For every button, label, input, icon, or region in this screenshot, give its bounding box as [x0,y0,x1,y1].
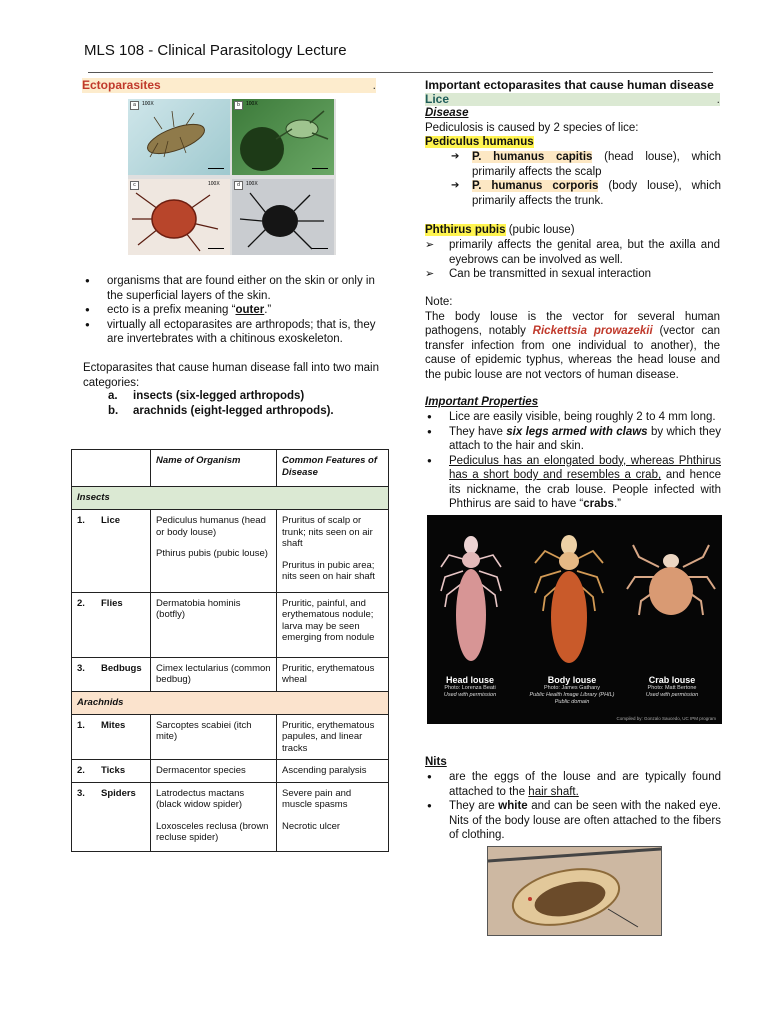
panel-tag: d [234,181,243,190]
phthirus-heading: Phthirus pubis (pubic louse) [425,224,575,236]
section-heading-dot: . [372,78,376,92]
panel-magnification: 100X [208,181,220,187]
category-list [108,389,378,418]
table-section-insects: Insects [72,487,389,510]
pediculosis-text: Pediculosis is caused by 2 species of lice: [425,122,639,134]
scale-bar [208,248,224,249]
panel-tag: a [130,101,139,110]
pediculus-subspecies-list [451,150,721,208]
micrograph-panel-c [128,179,230,255]
panel-magnification: 100X [246,181,258,187]
table-row: 2. Ticks Dermacentor species Ascending paralysis [72,760,389,783]
list-item: ● are the eggs of the louse and are typically found attached to the hair shaft. [425,770,721,799]
photo-credit: Compiled by: Gonzalo Saucedo, UC IPM program [616,716,716,721]
list-item: ➢ Can be transmitted in sexual interaction [425,267,720,282]
list-item: ● They are white and can be seen with the naked eye. Nits of the body louse are often attached to the fibers of clothing. [425,799,721,843]
list-item: ● organisms that are found either on the skin or only in the superficial layers of the skin. [83,274,379,303]
scale-bar [312,168,328,169]
nits-list [425,770,721,843]
list-item: ➔ P. humanus corporis (body louse), which primarily affects the trunk. [451,179,721,208]
table-row: 3. Bedbugs Cimex lectularius (common bedbug) Pruritic, erythematous wheal [72,657,389,691]
scale-bar [208,168,224,169]
table-header-name: Name of Organism [151,450,277,487]
micrograph-panel-d [232,179,334,255]
right-heading: Important ectoparasites that cause human disease [425,78,714,92]
list-item: ● Pediculus has an elongated body, whereas Phthirus has a short body and resembles a crab, and hence its nickname, the crab louse. People infected with Phthirus are said to have “crabs.” [425,454,721,512]
properties-label: Important Properties [425,396,539,408]
table-row: 1. Mites Sarcoptes scabiei (itch mite) Pruritic, erythematous papules, and linear tracks [72,714,389,760]
page-title: MLS 108 - Clinical Parasitology Lecture [84,42,347,59]
list-item: ➢ primarily affects the genital area, but the axilla and eyebrows can be involved as well. [425,238,720,267]
ectoparasite-micrograph-figure [128,99,336,255]
nits-label: Nits [425,756,447,768]
section-heading-ectoparasites [82,78,376,93]
panel-magnification: 100X [246,101,258,107]
categories-intro: Ectoparasites that cause human disease fall into two main categories: [83,362,379,389]
scale-bar [312,248,328,249]
mite-image [232,179,334,255]
table-section-arachnids: Arachnids [72,691,389,714]
panel-magnification: 100X [142,101,154,107]
micrograph-panel-a [128,99,230,175]
list-item: ● virtually all ectoparasites are arthropods; that is, they are invertebrates with a chitinous exoskeleton. [83,318,379,347]
mite-closeup-image [232,99,334,175]
pediculus-heading: Pediculus humanus [425,136,534,148]
category-item: a. insects (six-legged arthropods) [108,390,305,402]
section-heading-text: Ectoparasites [82,78,161,92]
phthirus-list [425,238,720,282]
nit-on-hair-photo [487,846,662,936]
emphasis-outer: outer [235,304,265,316]
table-row: 1. Lice Pediculus humanus (head or body louse) Pthirus pubis (pubic louse) Pruritus of scalp or trunk; nits seen on air shaft Pruritus in pubic area; nits seen on hair shaft [72,510,389,593]
header-divider [88,72,713,73]
louse-larva-image [128,99,230,175]
table-row: 2. Flies Dermatobia hominis (botfly) Pruritic, painful, and erythematous nodule; larva may be seen emerging from nodule [72,592,389,657]
table-header-blank [72,450,151,487]
ectoparasite-bullet-list [83,274,379,347]
lice-comparison-photo [427,515,722,724]
disease-label: Disease [425,107,469,119]
head-louse-caption: Head louse Photo: Lorenza Beati Used with permission [443,675,497,698]
list-item: ● ecto is a prefix meaning “outer.” [83,303,379,318]
table-header-row [72,450,389,487]
properties-list [425,410,721,512]
category-item: b. arachnids (eight-legged arthropods). [108,404,334,417]
vector-note: Note: The body louse is the vector for several human pathogens, notably Rickettsia prowazekii (vector can transfer infection from one individual to another), the cause of epidemic typhus, whereas the head louse and the pubic louse are not vectors of human disease. [425,296,720,381]
body-louse-caption: Body louse Photo: James Gathany Public Health Image Library (PHIL) Public domain [529,675,615,705]
crab-louse-caption: Crab louse Photo: Matt Bertone Used with permission [645,675,699,698]
subheading-lice: Lice . [425,92,720,106]
nit-illustration [488,847,661,935]
rickettsia-name: Rickettsia prowazekii [532,325,653,337]
panel-tag: c [130,181,139,190]
list-item: ● Lice are easily visible, being roughly 2 to 4 mm long. [425,410,721,425]
ectoparasite-table [71,449,389,852]
list-item: ● They have six legs armed with claws by which they attach to the hair and skin. [425,425,721,454]
panel-tag: b [234,101,243,110]
micrograph-panel-b [232,99,334,175]
table-header-features: Common Features of Disease [277,450,389,487]
tick-image [128,179,230,255]
list-item: ➔ P. humanus capitis (head louse), which primarily affects the scalp [451,150,721,179]
table-row: 3. Spiders Latrodectus mactans (black widow spider) Loxosceles reclusa (brown recluse spider) Severe pain and muscle spasms Necrotic ulcer [72,782,389,852]
